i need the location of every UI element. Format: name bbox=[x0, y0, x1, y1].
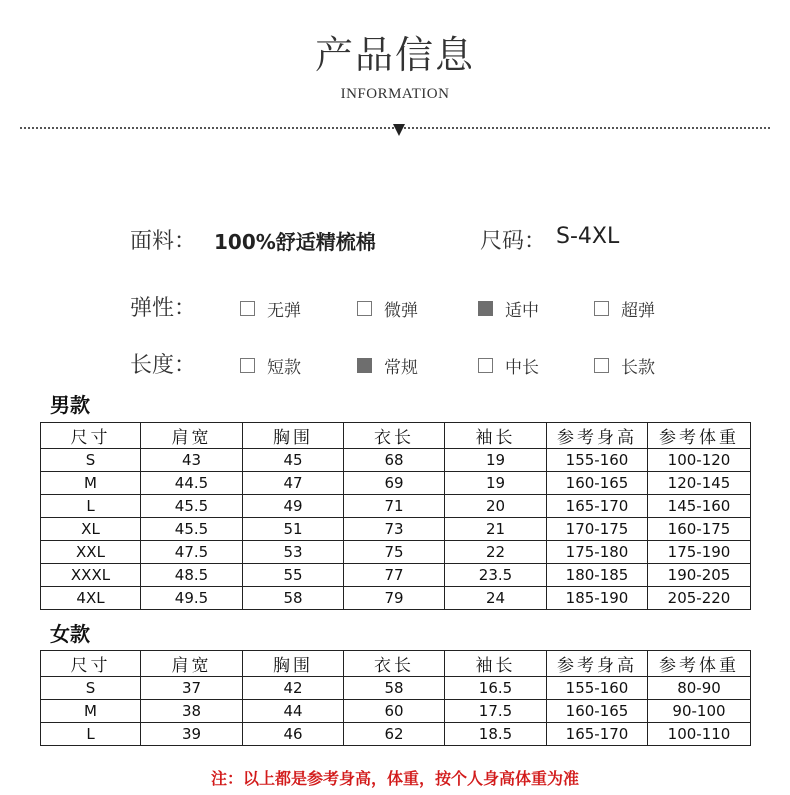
unchecked-box-icon bbox=[357, 301, 372, 316]
table-cell: 58 bbox=[344, 677, 445, 700]
length-option-0 bbox=[240, 353, 301, 378]
table-cell: 165-170 bbox=[547, 723, 648, 746]
unchecked-box-icon bbox=[594, 358, 609, 373]
table-cell: 16.5 bbox=[445, 677, 547, 700]
divider-arrow-icon bbox=[393, 124, 405, 136]
table-cell: M bbox=[41, 472, 141, 495]
table-cell: 120-145 bbox=[648, 472, 751, 495]
table-cell: 53 bbox=[243, 541, 344, 564]
table-cell: 205-220 bbox=[648, 587, 751, 610]
table-cell: 77 bbox=[344, 564, 445, 587]
men-section-title: 男款 bbox=[50, 393, 90, 417]
column-header: 肩宽 bbox=[141, 423, 243, 449]
elasticity-option-1 bbox=[357, 296, 418, 321]
table-cell: 170-175 bbox=[547, 518, 648, 541]
page-subtitle: INFORMATION bbox=[340, 86, 450, 102]
length-option-label: 常规 bbox=[384, 358, 418, 378]
table-row bbox=[41, 587, 751, 610]
table-cell: 39 bbox=[141, 723, 243, 746]
table-cell: 21 bbox=[445, 518, 547, 541]
fabric-value: 100%舒适精梳棉 bbox=[214, 230, 376, 254]
table-cell: 160-165 bbox=[547, 472, 648, 495]
table-cell: 185-190 bbox=[547, 587, 648, 610]
column-header: 衣长 bbox=[344, 651, 445, 677]
table-row bbox=[41, 472, 751, 495]
table-cell: 47.5 bbox=[141, 541, 243, 564]
length-option-label: 短款 bbox=[267, 358, 301, 378]
elasticity-option-0 bbox=[240, 296, 301, 321]
table-cell: 45.5 bbox=[141, 495, 243, 518]
table-row bbox=[41, 564, 751, 587]
column-header: 尺寸 bbox=[41, 423, 141, 449]
table-cell: 58 bbox=[243, 587, 344, 610]
table-cell: 51 bbox=[243, 518, 344, 541]
elasticity-option-label: 超弹 bbox=[621, 301, 655, 321]
column-header: 尺寸 bbox=[41, 651, 141, 677]
women-section-title: 女款 bbox=[50, 622, 90, 646]
table-cell: 17.5 bbox=[445, 700, 547, 723]
table-cell: 90-100 bbox=[648, 700, 751, 723]
column-header: 参考体重 bbox=[648, 651, 751, 677]
table-cell: 44.5 bbox=[141, 472, 243, 495]
length-option-2 bbox=[478, 353, 539, 378]
table-cell: 155-160 bbox=[547, 677, 648, 700]
table-row bbox=[41, 700, 751, 723]
elasticity-option-2 bbox=[478, 296, 539, 321]
table-cell: 23.5 bbox=[445, 564, 547, 587]
table-cell: 100-120 bbox=[648, 449, 751, 472]
column-header: 参考身高 bbox=[547, 423, 648, 449]
column-header: 袖长 bbox=[445, 423, 547, 449]
length-option-label: 长款 bbox=[621, 358, 655, 378]
column-header: 肩宽 bbox=[141, 651, 243, 677]
checked-box-icon bbox=[478, 301, 493, 316]
table-cell: 190-205 bbox=[648, 564, 751, 587]
table-cell: 71 bbox=[344, 495, 445, 518]
fabric-label: 面料： bbox=[130, 229, 197, 254]
table-cell: 160-175 bbox=[648, 518, 751, 541]
unchecked-box-icon bbox=[594, 301, 609, 316]
table-cell: 45 bbox=[243, 449, 344, 472]
table-cell: 49 bbox=[243, 495, 344, 518]
table-cell: 69 bbox=[344, 472, 445, 495]
table-cell: 155-160 bbox=[547, 449, 648, 472]
table-row bbox=[41, 495, 751, 518]
table-cell: 165-170 bbox=[547, 495, 648, 518]
table-cell: 48.5 bbox=[141, 564, 243, 587]
table-cell: 100-110 bbox=[648, 723, 751, 746]
table-cell: 49.5 bbox=[141, 587, 243, 610]
men-size-table bbox=[40, 422, 751, 610]
table-cell: L bbox=[41, 723, 141, 746]
table-cell: 46 bbox=[243, 723, 344, 746]
table-cell: 47 bbox=[243, 472, 344, 495]
elasticity-option-label: 适中 bbox=[505, 301, 539, 321]
elasticity-label: 弹性： bbox=[130, 296, 197, 321]
table-row bbox=[41, 541, 751, 564]
column-header: 参考体重 bbox=[648, 423, 751, 449]
size-range-value: S-4XL bbox=[556, 224, 620, 249]
table-cell: S bbox=[41, 677, 141, 700]
table-row bbox=[41, 449, 751, 472]
column-header: 参考身高 bbox=[547, 651, 648, 677]
column-header: 胸围 bbox=[243, 423, 344, 449]
unchecked-box-icon bbox=[478, 358, 493, 373]
table-row bbox=[41, 723, 751, 746]
elasticity-option-label: 微弹 bbox=[384, 301, 418, 321]
table-row bbox=[41, 677, 751, 700]
elasticity-option-3 bbox=[594, 296, 655, 321]
table-cell: L bbox=[41, 495, 141, 518]
table-cell: 20 bbox=[445, 495, 547, 518]
size-note: 注：以上都是参考身高，体重，按个人身高体重为准 bbox=[210, 769, 579, 788]
table-cell: XXXL bbox=[41, 564, 141, 587]
page-title: 产品信息 bbox=[314, 33, 475, 77]
length-option-3 bbox=[594, 353, 655, 378]
table-cell: 55 bbox=[243, 564, 344, 587]
table-cell: XXL bbox=[41, 541, 141, 564]
table-cell: 19 bbox=[445, 449, 547, 472]
length-label: 长度： bbox=[130, 353, 197, 378]
table-cell: 42 bbox=[243, 677, 344, 700]
unchecked-box-icon bbox=[240, 301, 255, 316]
table-cell: 60 bbox=[344, 700, 445, 723]
unchecked-box-icon bbox=[240, 358, 255, 373]
checked-box-icon bbox=[357, 358, 372, 373]
table-cell: 45.5 bbox=[141, 518, 243, 541]
column-header: 袖长 bbox=[445, 651, 547, 677]
table-cell: M bbox=[41, 700, 141, 723]
size-range-label: 尺码： bbox=[480, 229, 547, 254]
table-cell: 44 bbox=[243, 700, 344, 723]
table-cell: 180-185 bbox=[547, 564, 648, 587]
women-size-table bbox=[40, 650, 751, 746]
length-option-1 bbox=[357, 353, 418, 378]
table-cell: 4XL bbox=[41, 587, 141, 610]
table-cell: 62 bbox=[344, 723, 445, 746]
table-cell: 18.5 bbox=[445, 723, 547, 746]
table-cell: 37 bbox=[141, 677, 243, 700]
table-cell: 175-180 bbox=[547, 541, 648, 564]
table-cell: 145-160 bbox=[648, 495, 751, 518]
table-cell: 175-190 bbox=[648, 541, 751, 564]
table-cell: 75 bbox=[344, 541, 445, 564]
table-cell: 68 bbox=[344, 449, 445, 472]
table-cell: 160-165 bbox=[547, 700, 648, 723]
table-cell: 38 bbox=[141, 700, 243, 723]
length-option-label: 中长 bbox=[505, 358, 539, 378]
column-header: 衣长 bbox=[344, 423, 445, 449]
table-cell: 22 bbox=[445, 541, 547, 564]
table-cell: 24 bbox=[445, 587, 547, 610]
table-cell: XL bbox=[41, 518, 141, 541]
table-row bbox=[41, 518, 751, 541]
table-cell: 43 bbox=[141, 449, 243, 472]
table-cell: 79 bbox=[344, 587, 445, 610]
table-cell: 19 bbox=[445, 472, 547, 495]
table-cell: S bbox=[41, 449, 141, 472]
table-cell: 80-90 bbox=[648, 677, 751, 700]
table-cell: 73 bbox=[344, 518, 445, 541]
column-header: 胸围 bbox=[243, 651, 344, 677]
elasticity-option-label: 无弹 bbox=[267, 301, 301, 321]
